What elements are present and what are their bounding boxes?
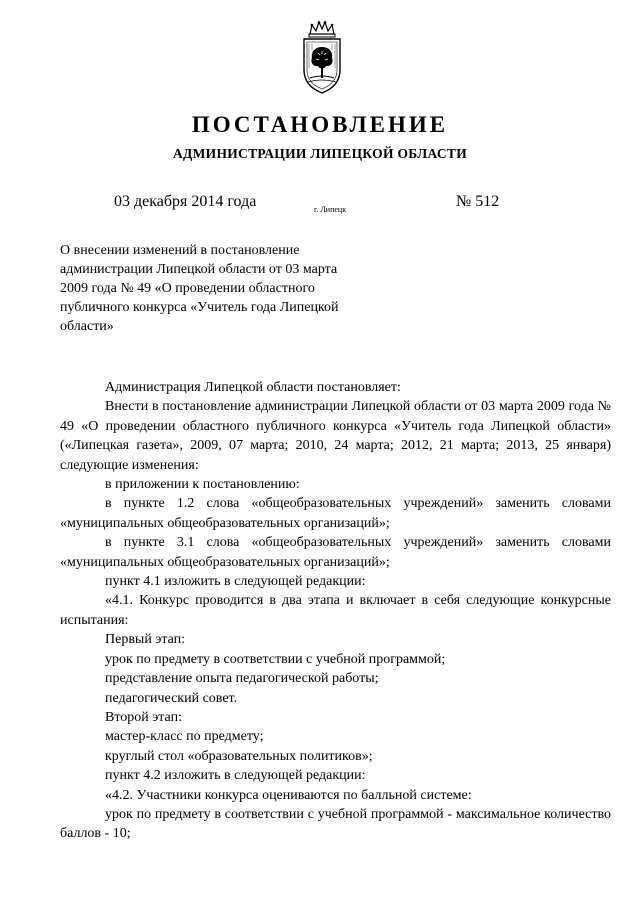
paragraph: пункт 4.1 изложить в следующей редакции:: [105, 574, 366, 590]
paragraph: в пункте 3.1 слова «общеобразовательных учреждений» заменить словами «муниципальных общеобразовательных организаций»;: [60, 535, 611, 570]
paragraph: Второй этап:: [105, 709, 182, 725]
paragraph: урок по предмету в соответствии с учебной программой - максимальное количество баллов - 10;: [60, 806, 611, 842]
paragraph: круглый стол «образовательных политиков»;: [105, 748, 373, 764]
document-date: 03 декабря 2014 года: [114, 193, 257, 210]
paragraph: в пункте 1.2 слова «общеобразовательных учреждений» заменить словами «муниципальных общеобразовательных организаций»;: [60, 496, 611, 531]
document-body: [60, 378, 611, 844]
paragraph: педагогический совет.: [105, 690, 238, 706]
paragraph: Первый этап:: [105, 632, 186, 648]
document-subtitle: АДМИНИСТРАЦИИ ЛИПЕЦКОЙ ОБЛАСТИ: [172, 146, 468, 161]
paragraph: Внести в постановление администрации Липецкой области от 03 марта 2009 года № 49 «О проведении областного публичного конкурса «Учитель года Липецкой области» («Липецкая газета», 2009, 07 марта; 2010, 24 марта; 2012, 21 марта; 2013, 25 января) следующие изменения:: [60, 399, 611, 473]
paragraph: пункт 4.2 изложить в следующей редакции:: [105, 768, 366, 784]
paragraph: представление опыта педагогической работы;: [105, 671, 379, 687]
coat-of-arms-icon: [296, 20, 348, 98]
paragraph: урок по предмету в соответствии с учебной программой;: [105, 651, 446, 667]
paragraph: Администрация Липецкой области постановляет:: [105, 380, 401, 395]
paragraph: мастер-класс по предмету;: [105, 729, 264, 745]
paragraph: «4.2. Участники конкурса оцениваются по балльной системе:: [105, 787, 472, 803]
paragraph: в приложении к постановлению:: [105, 477, 300, 493]
document-heading: О внесении изменений в постановление администрации Липецкой области от 03 марта 2009 года № 49 «О проведении областного публичного конкурса «Учитель года Липецкой области»: [60, 243, 339, 334]
document-title: ПОСТАНОВЛЕНИЕ: [191, 112, 449, 137]
paragraph: «4.1. Конкурс проводится в два этапа и включает в себя следующие конкурсные испытания:: [60, 593, 611, 628]
document-city: г. Липецк: [314, 205, 347, 214]
document-number: № 512: [456, 193, 500, 210]
